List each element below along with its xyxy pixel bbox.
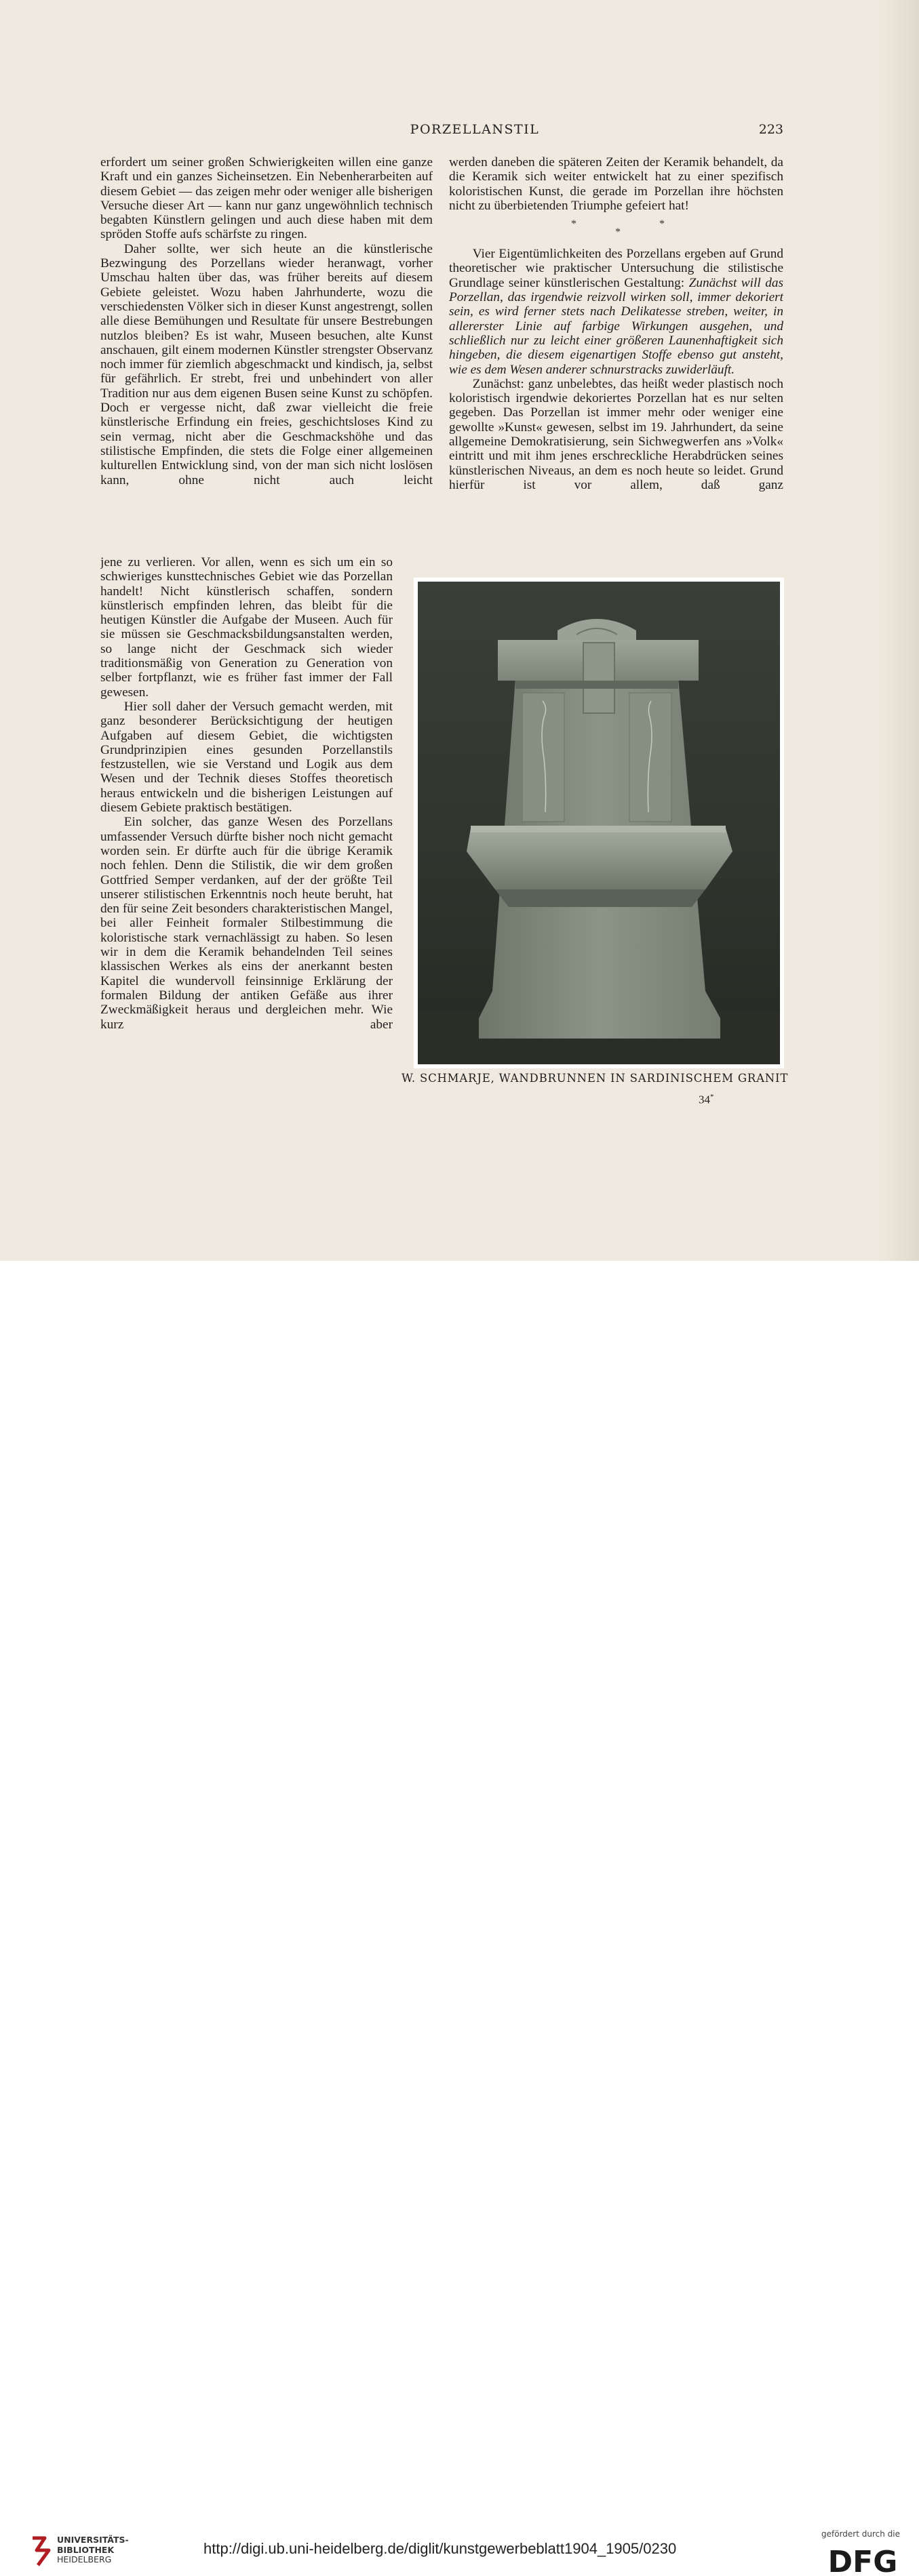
left-column-bottom (100, 555, 393, 1087)
left-paragraph-3: Hier soll daher der Versuch gemacht werden, mit ganz besonderer Berücksichtigung der heutigen Aufgaben auf diesem Gebiet, die wichtigsten Grundprinzipien eines gesunden Porzellanstils festzustellen, wie sie Verstand und Logik aus dem Wesen und der Technik dieses Stoffes theoretisch heraus entwickeln und die bisherigen Leistungen auf diesem Gebiete praktisch bestätigen. (100, 699, 393, 816)
left-paragraph-2: Daher sollte, wer sich heute an die künstlerische Bezwingung des Porzellans wieder heranwagt, vorher Umschau halten über das, was früher bereits auf diesem Gebiete geleistet. Wozu haben Jahrhunderte, wozu die verschiedensten Völker sich in dieser Kunst angestrengt, sollen alle diese Bemühungen und Resultate für unsere Bestrebungen nutzlos bleiben? Es ist wahr, Museen besuchen, alte Kunst anschauen, gilt einem modernen Künstler strengster Observanz noch immer für ziemlich abgeschmackt und kindisch, ja, selbst für gefährlich. Er strebt, frei und unbehindert von aller Tradition nur aus dem eigenen Busen seine Kunst zu schöpfen. Doch er vergesse nicht, daß zwar vielleicht die freie künstlerische Erfindung ein freies, geschichtsloses Kind zu sein vermag, nicht aber die Geschmackshöhe und das stilistische Empfinden, die stets die Folge einer allgemeinen kulturellen Entwicklung sind, von der man sich nicht loslösen kann, ohne nicht auch leicht (100, 241, 433, 487)
fountain-photograph (414, 578, 784, 1068)
scanned-page (0, 0, 919, 1261)
signature-star: * (710, 1093, 714, 1101)
left-paragraph-4: Ein solcher, das ganze Wesen des Porzellans umfassender Versuch dürfte bisher noch nicht gemacht worden sein. Er dürfte auch für die übrige Keramik noch fehlen. Denn die Stilistik, die wir dem großen Gottfried Semper verdanken, auf der der größte Teil unserer stilistischen Erkenntnis noch heute beruht, hat den für seine Zeit besonders charakteristischen Mangel, bei aller Feinheit formaler Stilbestimmung die koloristische stark vernachlässigt zu haben. So lesen wir in dem die Keramik behandelnden Teil seines klassischen Werkes als eins der anerkannt besten Kapitel die wundervoll feinsinnige Erklärung der formalen Bildung der antiken Gefäße aus ihrer Zweckmäßigkeit heraus und dergleichen mehr. Wie kurz aber (100, 815, 393, 1032)
ub-logo-icon (30, 2535, 53, 2568)
library-name (57, 2535, 129, 2565)
figure-caption: W. SCHMARJE, WANDBRUNNEN IN SARDINISCHEM GRANIT (402, 1072, 789, 1085)
star-mark: * (659, 218, 665, 230)
right-paragraph-2-lead: Vier Eigentümlichkeiten des Porzellans ergeben auf Grund theoretischer wie praktischer Untersuchung die stilistische Grundlage seiner künstlerischen Gestaltung: (449, 247, 783, 290)
library-line: UNIVERSITÄTS- (57, 2535, 129, 2545)
star-mark: * (571, 218, 576, 230)
basin-shadow (495, 889, 705, 907)
left-paragraph-2-cont: jene zu verlieren. Vor allen, wenn es sich um ein so schwieriges kunsttechnisches Gebiet wie das Porzellan handelt! Nicht künstlerisch schaffen, sondern künstlerisch empfinden lehren, das bleibt für die heutigen Künstler die Aufgabe der Museen. Auch für sie müssen sie Geschmacksbildungsanstalten werden, so lange nicht der Geschmack sich wieder traditionsmäßig von Generation zu Generation von selber fortpflanzt, wie es früher fast immer der Fall gewesen. (100, 555, 393, 700)
dfg-logo-text: DFG (827, 2545, 898, 2576)
sponsor-label: gefördert durch die (821, 2529, 900, 2539)
right-relief-panel (629, 693, 671, 822)
right-paragraph-3: Zunächst: ganz unbelebtes, das heißt weder plastisch noch koloristisch irgendwie dekoriertes Porzellan hat es nur selten gegeben. Das Porzellan ist immer mehr oder weniger eine gewollte »Kunst« gewesen, selbst im 19. Jahrhundert, da seine allgemeine Demokratisierung, sein Sichwegwerfen ans »Volk« eintritt und mit ihm jenes erschreckliche Herabdrücken seines künstlerischen Niveaus, an dem es noch heute so leidet. Grund hierfür ist vor allem, daß ganz (449, 376, 783, 492)
shadow-band (515, 681, 678, 689)
right-paragraph-2 (449, 247, 783, 377)
signature-mark (699, 1093, 714, 1107)
star-mark: * (615, 226, 621, 239)
left-paragraph-1: erfordert um seiner großen Schwierigkeiten willen eine ganze Kraft und ein ganzes Sicheinsetzen. Ein Nebenherarbeiten auf diesem Gebiet — das zeigen mehr oder weniger alle bisherigen Versuche dieser Art — kann nur ganz ungewöhnlich technisch begabten Künstlern gelingen und auch diese haben mit dem spröden Stoffe aufs schärfste zu ringen. (100, 155, 433, 242)
library-line: BIBLIOTHEK (57, 2544, 115, 2555)
right-paragraph-1: werden daneben die späteren Zeiten der Keramik behandelt, da die Keramik sich weiter entwickelt hat zu einer spezifisch koloristischen Kunst, die gerade im Porzellan ihre höchsten nicht zu überbietenden Triumphe gefeiert hat! (449, 155, 783, 213)
page-number: 223 (758, 122, 783, 137)
basin-rim (471, 826, 726, 832)
source-url-link[interactable]: http://digi.ub.uni-heidelberg.de/diglit/kunstgewerbeblatt1904_1905/0230 (203, 2540, 677, 2557)
fountain-image (414, 578, 784, 1068)
left-relief-panel (522, 693, 564, 822)
library-line: HEIDELBERG (57, 2554, 112, 2564)
section-break-stars (449, 217, 783, 241)
fountain-basin (467, 828, 732, 889)
right-paragraph-2-italic: Zunächst will das Porzellan, das irgendwie reizvoll wirken soll, immer dekoriert sein, es wird ferner stets nach Delikatesse streben, weiter, in allererster Linie auf farbige Wirkungen ausgehen, und schließlich nur zu leicht einer größeren Launenhaftigkeit sich hingeben, die diesem eigenartigen Stoffe ebenso gut ansteht, wie es dem Wesen anderer schnurstracks zuwiderläuft. (449, 275, 783, 377)
dfg-logo (819, 2543, 906, 2576)
digitization-footer (0, 1261, 919, 2576)
right-column (449, 155, 783, 562)
water-spout (583, 643, 614, 713)
left-column-top (100, 155, 433, 555)
signature-number: 34 (699, 1093, 710, 1106)
running-title: PORZELLANSTIL (410, 122, 540, 137)
